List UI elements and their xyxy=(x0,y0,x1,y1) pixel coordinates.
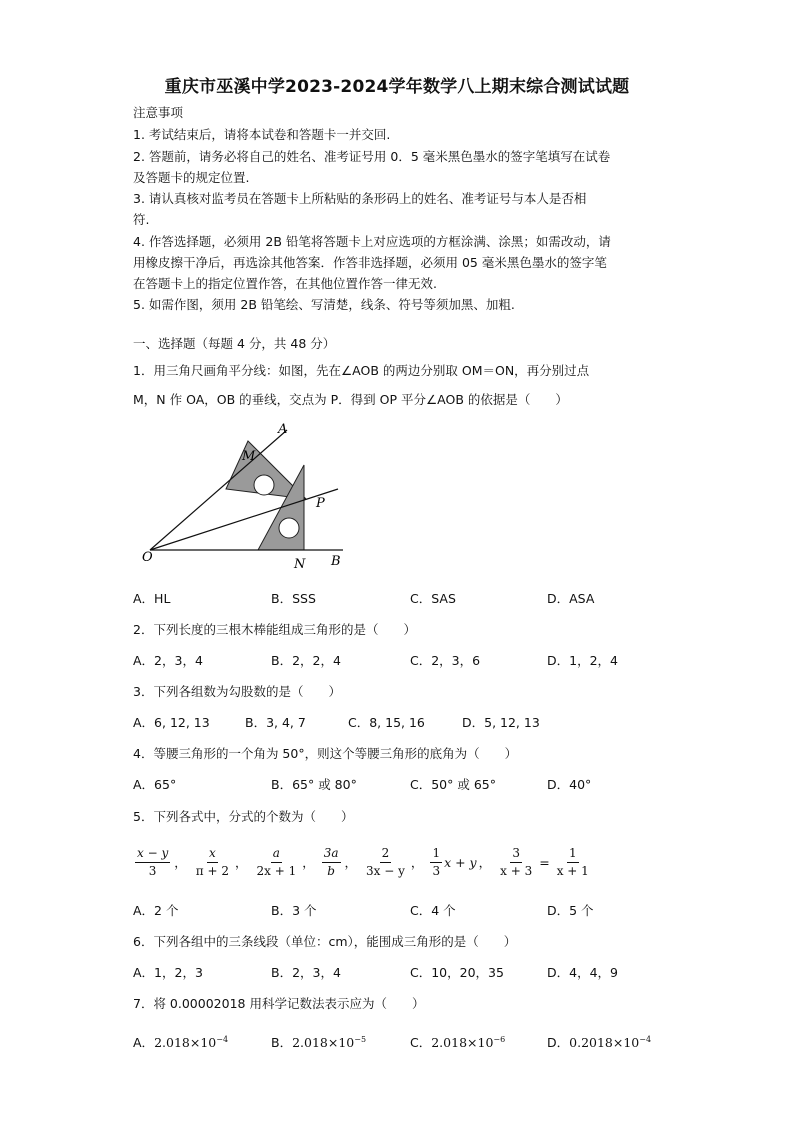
q5-stem: 5．下列各式中，分式的个数为（ ） xyxy=(133,809,354,824)
q3-option-a: A．6, 12, 13 xyxy=(133,715,210,730)
section-heading: 一、选择题（每题 4 分，共 48 分） xyxy=(133,336,336,351)
notice-item: 符. xyxy=(133,212,150,227)
upper-ruler-hole xyxy=(254,475,274,495)
label-n: N xyxy=(294,557,306,572)
q6-option-b: B．2，3，4 xyxy=(271,965,341,980)
fraction: $\frac{x - y}{3}$ xyxy=(137,845,169,878)
label-m: M xyxy=(242,449,256,464)
q2-option-b: B．2，2，4 xyxy=(271,653,341,668)
q1-option-c: C．SAS xyxy=(410,591,456,606)
q3-stem: 3．下列各组数为勾股数的是（ ） xyxy=(133,684,341,699)
q2-stem: 2．下列长度的三根木棒能组成三角形的是（ ） xyxy=(133,622,416,637)
q1-option-b: B．SSS xyxy=(271,591,316,606)
q5-option-a: A．2 个 xyxy=(133,903,179,918)
notice-item: 5. 如需作图，须用 2B 铅笔绘、写清楚，线条、符号等须加黑、加粗. xyxy=(133,297,515,312)
q4-option-d: D．40° xyxy=(547,777,592,792)
label-b: B xyxy=(331,554,341,569)
notice-item: 及答题卡的规定位置. xyxy=(133,170,250,185)
fraction: $\frac{1}{x + 1}$ xyxy=(556,845,589,878)
notice-item: 4. 作答选择题，必须用 2B 铅笔将答题卡上对应选项的方框涂满、涂黑；如需改动，请 xyxy=(133,234,611,249)
q7-option-d: D．$0.2018\times 10^{-4}$ xyxy=(547,1034,652,1050)
q5-expressions: $\frac{x - y}{3}$ ， $\frac{x}{\pi + 2}$ ， $\frac{a}{2x + 1}$ ， $\frac{3a}{b}$ ， $\frac{2}{3x - y}$ ， $\frac{1}{3}$ x + y ， $\frac{3}{x + 3}$ = $\frac{1}{x + 1}$ xyxy=(137,845,589,878)
fraction: $\frac{2}{3x - y}$ xyxy=(366,845,405,878)
q2-option-d: D．1，2，4 xyxy=(547,653,618,668)
label-o: O xyxy=(142,550,153,565)
q4-option-b: B．65° 或 80° xyxy=(271,777,357,792)
page-title: 重庆市巫溪中学2023-2024学年数学八上期末综合测试试题 xyxy=(164,77,630,97)
q4-option-c: C．50° 或 65° xyxy=(410,777,496,792)
q1-option-a: A．HL xyxy=(133,591,171,606)
q7-option-a: A．$2.018\times 10^{-4}$ xyxy=(133,1034,229,1050)
fraction: $\frac{1}{3}$ xyxy=(432,845,441,878)
q1-stem-line1: 1．用三角尺画角平分线：如图，先在∠AOB 的两边分别取 OM＝ON，再分别过点 xyxy=(133,363,590,378)
q7-stem: 7．将 0.00002018 用科学记数法表示应为（ ） xyxy=(133,996,425,1011)
notice-item: 1. 考试结束后，请将本试卷和答题卡一并交回. xyxy=(133,127,391,142)
label-a: A xyxy=(278,422,288,437)
q6-option-c: C．10，20，35 xyxy=(410,965,504,980)
q2-option-c: C．2，3，6 xyxy=(410,653,481,668)
notice-item: 在答题卡上的指定位置作答，在其他位置作答一律无效. xyxy=(133,276,437,291)
notice-heading: 注意事项 xyxy=(133,105,184,120)
bisector-op xyxy=(150,489,338,550)
q1-option-d: D．ASA xyxy=(547,591,595,606)
q3-option-c: C．8, 15, 16 xyxy=(348,715,425,730)
lower-ruler-hole xyxy=(279,518,299,538)
q5-option-c: C．4 个 xyxy=(410,903,456,918)
fraction: $\frac{3}{x + 3}$ xyxy=(500,845,533,878)
q2-option-a: A．2，3，4 xyxy=(133,653,203,668)
q3-option-d: D．5, 12, 13 xyxy=(462,715,540,730)
q5-option-d: D．5 个 xyxy=(547,903,594,918)
fraction: $\frac{x}{\pi + 2}$ xyxy=(195,845,229,878)
angle-bisector-figure xyxy=(138,418,358,576)
q6-option-d: D．4，4，9 xyxy=(547,965,618,980)
q4-stem: 4．等腰三角形的一个角为 50°，则这个等腰三角形的底角为（ ） xyxy=(133,746,518,761)
notice-item: 3. 请认真核对监考员在答题卡上所粘贴的条形码上的姓名、准考证号与本人是否相 xyxy=(133,191,587,206)
notice-item: 2. 答题前，请务必将自己的姓名、准考证号用 0．5 毫米黑色墨水的签字笔填写在试卷 xyxy=(133,149,611,164)
q3-option-b: B．3, 4, 7 xyxy=(245,715,306,730)
fraction: $\frac{3a}{b}$ xyxy=(323,845,339,878)
expression-tail: x + y xyxy=(444,854,477,870)
equals-sign: = xyxy=(539,854,550,870)
q7-option-b: B．$2.018\times 10^{-5}$ xyxy=(271,1034,367,1050)
q5-option-b: B．3 个 xyxy=(271,903,317,918)
q6-option-a: A．1，2，3 xyxy=(133,965,203,980)
q6-stem: 6．下列各组中的三条线段（单位：cm），能围成三角形的是（ ） xyxy=(133,934,517,949)
q7-option-c: C．$2.018\times 10^{-6}$ xyxy=(410,1034,506,1050)
q4-option-a: A．65° xyxy=(133,777,177,792)
label-p: P xyxy=(316,496,325,511)
fraction: $\frac{a}{2x + 1}$ xyxy=(256,845,297,878)
q1-stem-line2: M，N 作 OA，OB 的垂线，交点为 P．得到 OP 平分∠AOB 的依据是（ ） xyxy=(133,392,568,407)
notice-item: 用橡皮擦干净后，再选涂其他答案．作答非选择题，必须用 05 毫米黑色墨水的签字笔 xyxy=(133,255,607,270)
